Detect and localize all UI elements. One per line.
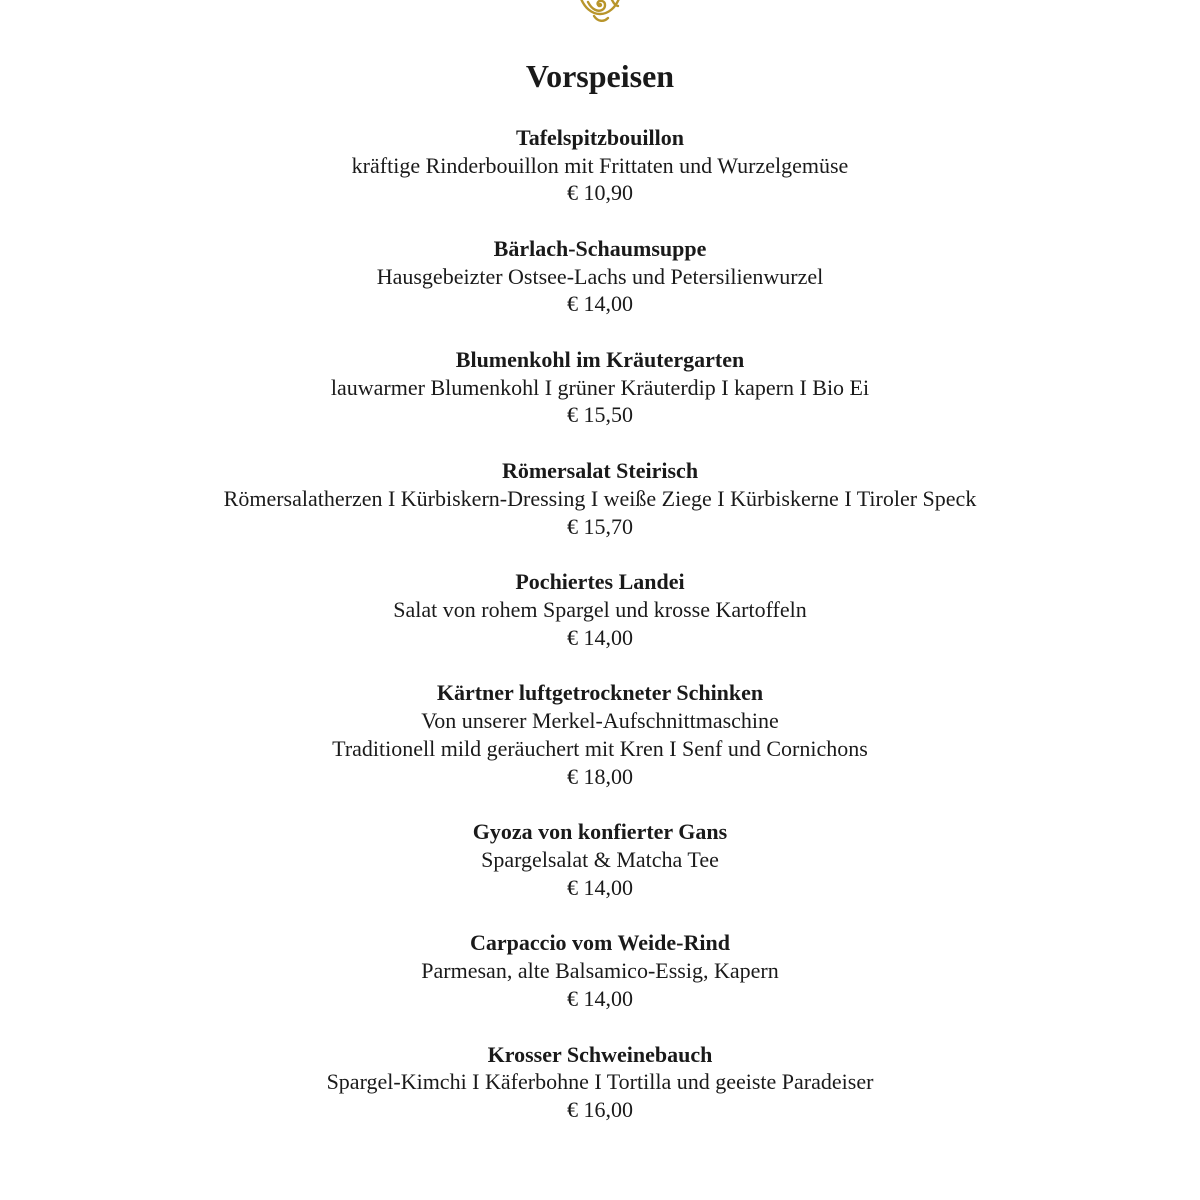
- dish-name: Krosser Schweinebauch: [487, 1041, 713, 1067]
- dish-description: Römersalatherzen I Kürbiskern-Dressing I weiße Ziege I Kürbiskerne I Tiroler Speck: [223, 485, 977, 511]
- dish-description: Hausgebeizter Ostsee-Lachs und Petersilienwurzel: [376, 263, 824, 289]
- dish-name: Carpaccio vom Weide-Rind: [470, 930, 730, 956]
- menu-item: [0, 457, 1200, 540]
- golden-ornament-icon: [572, 0, 628, 26]
- dish-description: Von unserer Merkel-Aufschnittmaschine: [421, 707, 779, 733]
- dish-name: Tafelspitzbouillon: [516, 125, 684, 150]
- menu-list: [0, 124, 1200, 1152]
- dish-price: € 15,50: [567, 402, 633, 428]
- dish-name: Gyoza von konfierter Gans: [472, 819, 728, 845]
- menu-item: [0, 679, 1200, 790]
- dish-price: € 14,00: [567, 624, 633, 650]
- menu-item: [0, 929, 1200, 1012]
- dish-price: € 10,90: [567, 180, 633, 206]
- menu-item: [0, 124, 1200, 207]
- dish-price: € 15,70: [567, 513, 633, 539]
- dish-description: Spargelsalat & Matcha Tee: [481, 846, 719, 872]
- dish-description: lauwarmer Blumenkohl I grüner Kräuterdip I kapern I Bio Ei: [330, 374, 870, 400]
- menu-item: [0, 818, 1200, 901]
- dish-price: € 18,00: [567, 763, 633, 789]
- menu-item: [0, 346, 1200, 429]
- dish-description: Spargel-Kimchi I Käferbohne I Tortilla und geeiste Paradeiser: [326, 1069, 874, 1095]
- dish-description: Salat von rohem Spargel und krosse Kartoffeln: [393, 596, 807, 622]
- dish-description: Traditionell mild geräuchert mit Kren I Senf und Cornichons: [332, 735, 868, 761]
- dish-name: Bärlach-Schaumsuppe: [493, 236, 707, 262]
- page-title: Vorspeisen: [525, 58, 675, 94]
- dish-name: Römersalat Steirisch: [501, 458, 699, 484]
- dish-description: kräftige Rinderbouillon mit Frittaten und Wurzelgemüse: [351, 152, 849, 178]
- dish-price: € 14,00: [567, 874, 633, 900]
- dish-price: € 14,00: [567, 985, 633, 1011]
- dish-name: Kärtner luftgetrockneter Schinken: [436, 680, 764, 706]
- dish-name: Blumenkohl im Kräutergarten: [455, 347, 745, 373]
- dish-price: € 14,00: [567, 291, 633, 317]
- menu-item: [0, 568, 1200, 651]
- menu-item: [0, 1041, 1200, 1124]
- dish-price: € 16,00: [567, 1096, 633, 1122]
- dish-name: Pochiertes Landei: [515, 569, 685, 595]
- dish-description: Parmesan, alte Balsamico-Essig, Kapern: [421, 957, 779, 983]
- menu-item: [0, 235, 1200, 318]
